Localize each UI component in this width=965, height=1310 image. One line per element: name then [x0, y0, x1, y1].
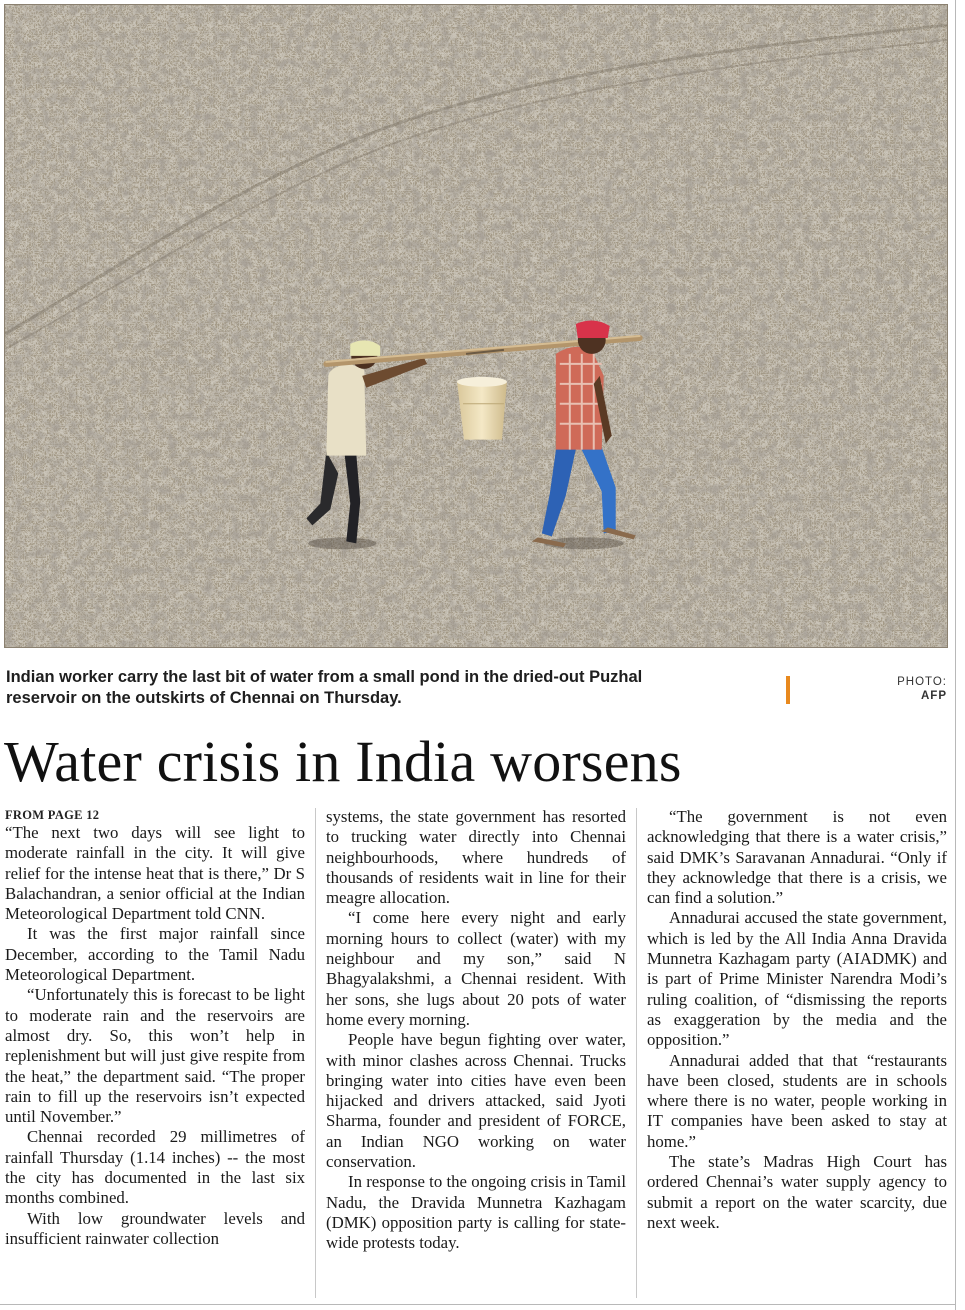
article-column-3 — [647, 807, 947, 1297]
paragraph: The state’s Madras High Court has ordered Chennai’s water supply agency to submit a report on the water scarcity, due next week. — [647, 1152, 947, 1232]
paragraph: Annadurai added that that “restaurants have been closed, students are in schools where there is no water, people working in IT companies have been asked to stay at home.” — [647, 1050, 947, 1151]
paragraph: systems, the state government has resorted to trucking water directly into Chennai neighbourhoods, where hundreds of thousands of residents wait in line for their meagre allocation. — [326, 807, 626, 908]
page-bottom-rule — [0, 1304, 955, 1305]
dry-reservoir-photo — [5, 5, 947, 647]
paragraph: “The next two days will see light to moderate rainfall in the city. It will give relief for the intense heat that is there,” Dr S Balachandran, a senior official at the Indian Meteorological Department told CNN. — [5, 823, 305, 924]
paragraph: Chennai recorded 29 millimetres of rainfall Thursday (1.14 inches) -- the most the city has documented in the last six months combined. — [5, 1127, 305, 1208]
paragraph: It was the first major rainfall since December, according to the Tamil Nadu Meteorological Department. — [5, 924, 305, 985]
article-column-2 — [326, 807, 626, 1297]
paragraph: Annadurai accused the state government, which is led by the All India Anna Dravida Munnetra Kazhagam party (AIADMK) and is part of Prime Minister Narendra Modi’s ruling coalition, of “dismissing the reports as exaggeration by the media and the opposition.” — [647, 908, 947, 1050]
paragraph: In response to the ongoing crisis in Tamil Nadu, the Dravida Munnetra Kazhagam (DMK) opposition party is calling for state-wide protests today. — [326, 1172, 626, 1253]
paragraph: “I come here every night and early morning hours to collect (water) with my neighbour and my son,” said N Bhagyalakshmi, a Chennai resident. With her sons, she lugs about 20 pots of water home every morning. — [326, 908, 626, 1029]
photo-caption: Indian worker carry the last bit of water from a small pond in the dried-out Puzhal reservoir on the outskirts of Chennai on Thursday. — [6, 668, 643, 707]
paragraph: People have begun fighting over water, with minor clashes across Chennai. Trucks bringing water into cities have even been hijacked and drivers attacked, said Jyoti Sharma, founder and president of FORCE, an Indian NGO working on water conservation. — [326, 1030, 626, 1172]
column-divider — [636, 808, 637, 1298]
continued-from-label: FROM PAGE 12 — [5, 808, 100, 822]
photo-credit-label: PHOTO: — [897, 676, 947, 688]
photo-credit — [897, 675, 947, 703]
article-column-1 — [5, 807, 305, 1297]
headline: Water crisis in India worsens — [4, 729, 682, 794]
page-edge-rule — [955, 0, 956, 1310]
paragraph: “Unfortunately this is forecast to be light to moderate rain and the reservoirs are almost dry. So, this won’t help in replenishment but will just give respite from the heat,” the department said. “The proper rain to fill up the reservoirs isn’t expected until November.” — [5, 985, 305, 1127]
paragraph: “The government is not even acknowledging that there is a water crisis,” said DMK’s Saravanan Annadurai. “Only if they acknowledge that there is a crisis, we can find a solution.” — [647, 807, 947, 908]
paragraph: With low groundwater levels and insufficient rainwater collection — [5, 1208, 305, 1248]
photo-credit-agency: AFP — [921, 690, 947, 702]
accent-bar — [786, 676, 790, 704]
news-photo — [4, 4, 948, 648]
column-divider — [315, 808, 316, 1298]
